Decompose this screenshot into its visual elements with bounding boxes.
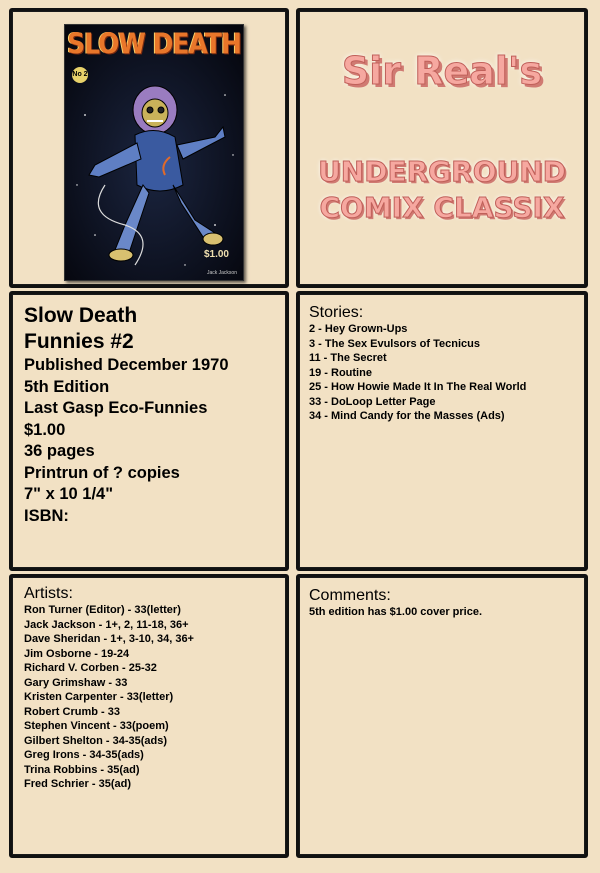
- artist-item: Dave Sheridan - 1+, 3-10, 34, 36+: [24, 633, 194, 645]
- cover-title: SLOW DEATH: [67, 26, 241, 61]
- cover-signature: Jack Jackson: [206, 270, 237, 276]
- comments-list: [309, 605, 579, 620]
- stories-panel: [296, 291, 588, 571]
- artist-item: Jim Osborne - 19-24: [24, 647, 130, 660]
- subtitle-line-2: COMIX CLASSIX: [319, 191, 565, 224]
- artist-item: Jack Jackson - 1+, 2, 11-18, 36+: [24, 618, 189, 631]
- cover-price: $1.00: [203, 249, 229, 260]
- story-item: 33 - DoLoop Letter Page: [309, 395, 436, 408]
- artists-heading: Artists:: [24, 585, 73, 602]
- artist-item: Robert Crumb - 33: [24, 705, 120, 718]
- cover-price-info: $1.00: [24, 420, 66, 439]
- stories-heading: Stories:: [309, 304, 364, 321]
- stories-list: [309, 322, 579, 424]
- artist-item: Greg Irons - 34-35(ads): [24, 749, 144, 761]
- artist-item: Gary Grimshaw - 33: [24, 676, 128, 689]
- isbn: ISBN:: [24, 506, 69, 525]
- brand-title: Sir Real's: [341, 49, 543, 93]
- publisher: Last Gasp Eco-Funnies: [24, 399, 208, 417]
- story-item: 25 - How Howie Made It In The Real World: [309, 381, 527, 393]
- artist-item: Gilbert Shelton - 34-35(ads): [24, 734, 168, 747]
- artist-item: Kristen Carpenter - 33(letter): [24, 691, 174, 703]
- issue-title-line-2: Funnies #2: [24, 330, 134, 353]
- artist-item: Richard V. Corben - 25-32: [24, 662, 157, 674]
- comments-heading: Comments:: [309, 587, 391, 604]
- printrun: Printrun of ? copies: [24, 463, 180, 482]
- cover-panel: [9, 8, 289, 288]
- artist-item: Stephen Vincent - 33(poem): [24, 720, 169, 732]
- comment-text: 5th edition has $1.00 cover price.: [309, 606, 483, 618]
- page-count: 36 pages: [24, 442, 95, 460]
- artists-panel: [9, 574, 289, 858]
- subtitle-line-1: UNDERGROUND: [318, 155, 566, 188]
- story-item: 3 - The Sex Evulsors of Tecnicus: [309, 337, 480, 350]
- title-panel: [296, 8, 588, 288]
- comments-panel: [296, 574, 588, 858]
- story-item: 34 - Mind Candy for the Masses (Ads): [309, 410, 505, 422]
- edition: 5th Edition: [24, 377, 110, 396]
- issue-info-list: [24, 303, 278, 527]
- artist-item: Fred Schrier - 35(ad): [24, 778, 131, 790]
- cover-issue-badge: No 2: [72, 67, 88, 83]
- issue-info-panel: [9, 291, 289, 571]
- artists-list: [24, 603, 280, 792]
- story-item: 19 - Routine: [309, 366, 372, 379]
- artist-item: Ron Turner (Editor) - 33(letter): [24, 604, 181, 616]
- dimensions: 7" x 10 1/4": [24, 485, 114, 503]
- cover-art-illustration: [65, 25, 243, 280]
- comic-cover-image: [64, 24, 244, 281]
- story-item: 11 - The Secret: [309, 352, 387, 364]
- issue-title-line-1: Slow Death: [24, 304, 138, 327]
- artist-item: Trina Robbins - 35(ad): [24, 763, 140, 776]
- publication-date: Published December 1970: [24, 356, 229, 374]
- story-item: 2 - Hey Grown-Ups: [309, 323, 408, 335]
